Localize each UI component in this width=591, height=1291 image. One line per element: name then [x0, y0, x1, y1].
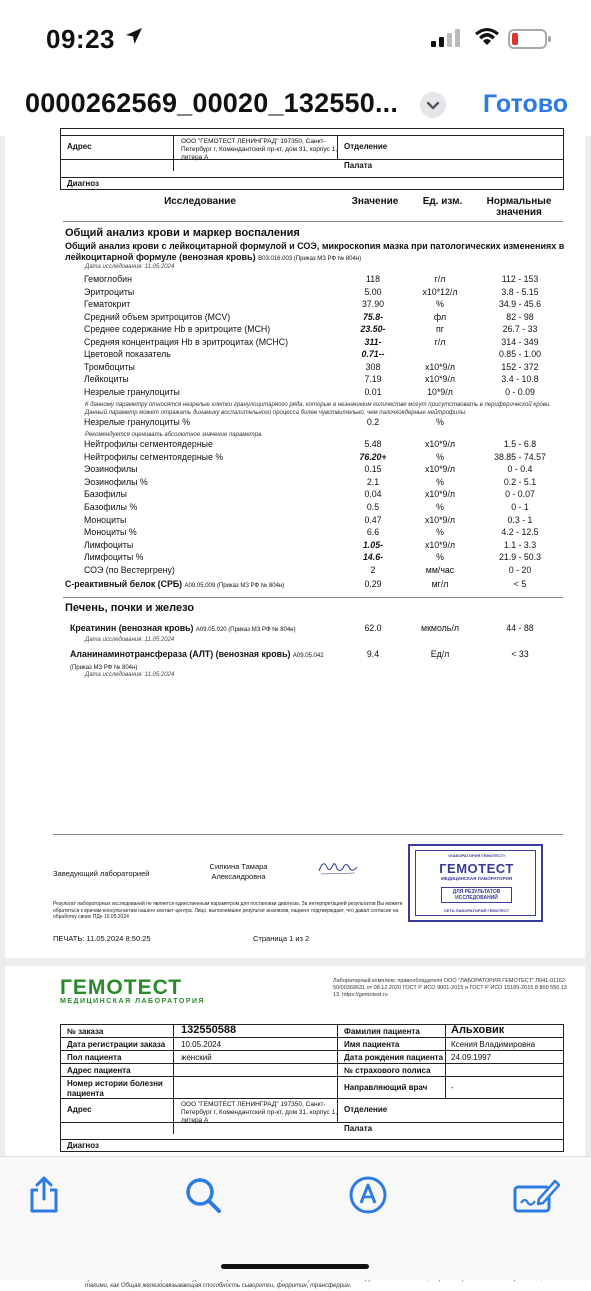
stamp-text: «ЛАБОРАТОРИЯ ГЕМОТЕСТ»	[447, 853, 506, 858]
result-name: Гемоглобин	[84, 274, 132, 284]
head-name: Силкина Тамара Александровна	[209, 862, 268, 881]
result-row	[5, 565, 585, 577]
result-row	[5, 337, 585, 349]
address-label: Адрес	[67, 142, 92, 151]
result-norm: 112 - 153	[501, 274, 539, 284]
result-value: 9.4	[366, 649, 380, 659]
divider	[337, 135, 338, 159]
result-name: Лимфоциты	[84, 539, 134, 550]
result-note: Рекомендуется оценивать абсолютное значение параметра.	[85, 432, 263, 438]
stamp-text: СЕТЬ ЛАБОРАТОРИЙ ГЕМОТЕСТ	[443, 908, 510, 913]
print-timestamp: ПЕЧАТЬ: 11.05.2024 8:50:25	[53, 934, 151, 943]
result-unit: Ед/л	[430, 649, 450, 659]
result-value: 0.2	[366, 417, 380, 427]
result-unit: x10*9/л	[424, 361, 456, 372]
laboratory-stamp	[408, 844, 543, 922]
table-row	[61, 1122, 563, 1134]
result-norm: 0 - 0.4	[507, 464, 533, 475]
sex-value: женский	[181, 1053, 212, 1062]
gemotest-logo	[60, 976, 205, 1005]
result-row	[5, 579, 585, 591]
test-group-title	[65, 241, 565, 265]
result-norm: < 5	[513, 579, 527, 589]
result-value: 6.6	[366, 527, 380, 538]
result-value: 0.15	[364, 464, 382, 475]
result-unit: 10*9/л	[427, 386, 453, 397]
result-value: 0.01	[364, 386, 382, 397]
study-date: Дата исследования: 11.05.2024	[85, 672, 175, 678]
result-row	[5, 349, 585, 361]
disclaimer: Результат лабораторных исследований не является единственным параметром для постановки диагноза. За интерпретацией результатов Вы можете обратиться к врачам-консультантам нашего контакт-центра. Лицо, выполнившее результат анализов, пациент подтверждает, что давал согласие на обработку своих ПДн 10.05.2024	[53, 901, 403, 920]
bottom-toolbar	[0, 1156, 591, 1280]
test-group-name: Общий анализ крови с лейкоцитарной формулой и СОЭ, микроскопия мазка при патологических изменениях в лейкоцитарной формуле (венозная кровь)	[65, 241, 565, 262]
result-norm: < 33	[511, 649, 529, 659]
result-unit: %	[436, 502, 444, 512]
result-value: 5.00	[364, 286, 382, 297]
divider	[337, 1025, 338, 1122]
result-norm: 0.85 - 1.00	[498, 349, 542, 359]
registration-date: 10.05.2024	[181, 1040, 222, 1049]
divider	[63, 597, 563, 598]
divider	[445, 1025, 446, 1098]
result-norm: 38.85 - 74.57	[494, 451, 546, 462]
result-row	[5, 477, 585, 489]
result-norm: 0 - 1	[511, 502, 529, 512]
logo-subtitle: МЕДИЦИНСКАЯ ЛАБОРАТОРИЯ	[60, 998, 206, 1005]
result-value: 118	[365, 274, 381, 284]
head-label: Заведующий лабораторией	[53, 869, 150, 878]
result-row	[5, 515, 585, 527]
result-value: 308	[365, 361, 381, 372]
result-value: 0.04	[364, 489, 382, 500]
result-unit: x10*9/л	[424, 539, 456, 550]
result-row	[5, 299, 585, 311]
result-value: 23.50-	[360, 324, 386, 334]
signature-icon[interactable]	[513, 1175, 561, 1215]
address-label: Адрес	[67, 1105, 92, 1114]
crp-name: С-реактивный белок (СРБ)	[65, 579, 183, 589]
creatinine-name: Креатинин (венозная кровь)	[70, 623, 194, 633]
result-value: 14.6-	[362, 552, 384, 563]
patient-info-table	[60, 1024, 564, 1152]
wifi-icon	[474, 27, 500, 47]
table-row	[61, 1050, 563, 1063]
result-norm: 0 - 20	[508, 565, 532, 575]
order-label: № заказа	[67, 1027, 104, 1036]
col-header-unit: Ед. изм.	[422, 196, 463, 207]
result-value: 7.19	[364, 374, 382, 384]
result-row	[5, 623, 585, 635]
result-norm: 152 - 372	[501, 361, 539, 372]
study-date: Дата исследования: 11.05.2024	[85, 264, 175, 270]
cellular-signal-icon	[431, 29, 461, 47]
surname-label: Фамилия пациента	[344, 1027, 420, 1036]
page-number: Страница 1 из 2	[253, 934, 310, 943]
history-label: Номер истории болезни пациента	[67, 1079, 163, 1098]
table-row	[61, 1098, 563, 1122]
result-value: 311-	[364, 336, 382, 347]
result-row	[5, 324, 585, 336]
result-norm: 21.9 - 50.3	[498, 552, 542, 563]
result-row	[5, 417, 585, 429]
table-row	[61, 1076, 563, 1098]
dob-value: 24.09.1997	[451, 1053, 492, 1062]
result-row	[5, 649, 585, 671]
result-unit: мм/час	[425, 565, 455, 575]
info-table	[60, 128, 564, 190]
result-unit: x10*9/л	[424, 514, 456, 525]
result-unit: мг/л	[431, 579, 449, 589]
lab-license-info: Лабораторный комплекс правообладателя ООО "ЛАБОРАТОРИЯ ГЕМОТЕСТ" Л041-01162-50/00369631 от 08.12.2020 ГОСТ Р ИСО 9001-2015 и ГОСТ Р ИСО 15189-2015 8 800 550 13 13, https://gemotest.ru	[333, 978, 567, 998]
divider	[63, 221, 563, 222]
table-row	[61, 1037, 563, 1050]
result-name: Гематокрит	[84, 299, 131, 309]
ward-label: Палата	[344, 161, 373, 170]
logo-text: ГЕМОТЕСТ	[60, 976, 183, 999]
result-name: Базофилы	[84, 489, 128, 500]
table-row	[61, 159, 563, 171]
result-value: 0.47	[364, 514, 382, 525]
result-value: 5.48	[364, 439, 382, 449]
result-norm: 3.8 - 5.15	[501, 286, 539, 297]
order-number: 132550588	[181, 1024, 237, 1036]
section-title: Печень, почки и железо	[65, 602, 195, 614]
result-unit: г/л	[434, 336, 446, 347]
title-menu-button[interactable]	[420, 92, 446, 118]
result-name: Эритроциты	[84, 286, 135, 297]
result-row	[5, 527, 585, 539]
result-norm: 82 - 98	[506, 311, 534, 322]
name-label: Имя пациента	[344, 1040, 400, 1049]
document-title: 0000262569_00020_132550...	[25, 88, 399, 118]
diagnosis-label: Диагноз	[67, 1141, 99, 1150]
document-page-1	[5, 128, 585, 958]
result-norm: 44 - 88	[506, 623, 534, 633]
stamp-text: ДЛЯ РЕЗУЛЬТАТОВ ИССЛЕДОВАНИЙ	[441, 887, 512, 903]
result-unit: x10*9/л	[424, 489, 456, 500]
result-unit: %	[436, 476, 444, 487]
alt-code: A09.05.042 (Приказ МЗ РФ № 804н)	[70, 653, 324, 671]
col-header-norm: Нормальные значения	[486, 196, 552, 218]
crp-code: A09.05.009 (Приказ МЗ РФ № 804н)	[184, 583, 285, 589]
result-row	[5, 552, 585, 564]
test-group-code: В03.016.003 (Приказ МЗ РФ № 804н)	[258, 256, 362, 262]
result-value: 0.71--	[361, 349, 385, 359]
result-name: Базофилы %	[84, 502, 138, 512]
result-row	[5, 540, 585, 552]
table-row	[61, 135, 563, 159]
result-norm: 34.9 - 45.6	[498, 299, 542, 309]
result-name: Эозинофилы %	[84, 476, 148, 487]
result-name: Незрелые гранулоциты %	[84, 417, 191, 427]
section-title: Общий анализ крови и маркер воспаления	[65, 227, 300, 239]
result-row	[5, 312, 585, 324]
result-name: Нейтрофилы сегментоядерные %	[84, 451, 224, 462]
alt-name: Аланинаминотрансфераза (АЛТ) (венозная кровь)	[70, 649, 291, 659]
result-norm: 314 - 349	[501, 336, 539, 347]
result-unit: x10*9/л	[424, 464, 456, 475]
result-row	[5, 502, 585, 514]
surname-value: Альховик	[451, 1024, 505, 1036]
result-name: Средняя концентрация Hb в эритроцитах (MCHC)	[84, 336, 289, 347]
result-name: Цветовой показатель	[84, 349, 171, 359]
sex-label: Пол пациента	[67, 1053, 122, 1062]
battery-icon	[508, 29, 552, 49]
result-unit: x10*9/л	[424, 374, 456, 384]
result-value: 76.20+	[359, 451, 387, 462]
result-norm: 0 - 0.09	[505, 386, 535, 397]
department-label: Отделение	[344, 1105, 388, 1114]
result-name: Среднее содержание Hb в эритроците (MCH)	[84, 324, 271, 334]
result-note: К данному параметру относятся незрелые клетки гранулоцитарного ряда, которые в незначимом количестве могут присутствовать в периферической крови. Данный параметр может отражать динамику воспалительного процесса более чувствительно, чем палочкоядерные нейтрофилы.	[85, 402, 552, 416]
diagnosis-label: Диагноз	[67, 179, 99, 188]
result-name: Лимфоциты %	[84, 552, 144, 563]
result-value: 37.90	[361, 299, 384, 309]
table-row	[61, 1139, 563, 1152]
navigation-bar	[0, 70, 591, 136]
document-page-2	[5, 966, 585, 1289]
result-norm: 0.2 - 5.1	[503, 476, 537, 487]
col-header-value: Значение	[351, 196, 399, 207]
share-icon[interactable]	[24, 1175, 64, 1215]
result-value: 2	[370, 565, 376, 575]
result-row	[5, 362, 585, 374]
result-value: 62.0	[364, 623, 382, 633]
result-row	[5, 387, 585, 399]
result-row	[5, 439, 585, 451]
stamp-text: МЕДИЦИНСКАЯ ЛАБОРАТОРИЯ	[440, 876, 513, 881]
result-row	[5, 464, 585, 476]
divider	[173, 135, 174, 171]
result-norm: 1.1 - 3.3	[503, 539, 537, 550]
result-value: 2.1	[366, 476, 380, 487]
result-value: 0.5	[366, 502, 380, 512]
result-unit: %	[436, 417, 444, 427]
result-unit: %	[436, 451, 444, 462]
result-value: 1.05-	[362, 539, 384, 550]
result-row	[5, 287, 585, 299]
result-name: Средний объем эритроцитов (MCV)	[84, 311, 231, 322]
status-bar	[0, 0, 591, 70]
result-unit: г/л	[434, 274, 446, 284]
address-value: ООО "ГЕМОТЕСТ ЛЕНИНГРАД" 197350, Санкт-Петербург г, Комендантский пр-кт, дом 31, корпус 1, литера А	[181, 138, 338, 161]
result-name: Незрелые гранулоциты	[84, 386, 180, 397]
result-norm: 26.7 - 33	[502, 324, 538, 334]
result-name	[70, 623, 296, 633]
laboratory-stamp-inner	[415, 850, 536, 916]
markup-icon[interactable]	[348, 1175, 388, 1215]
table-row	[61, 1024, 563, 1037]
table-row	[61, 177, 563, 190]
result-name	[70, 649, 340, 673]
result-unit: мкмоль/л	[421, 623, 459, 633]
result-unit: x10*12/л	[422, 286, 458, 297]
status-time: 09:23	[46, 24, 115, 54]
table-row	[61, 1063, 563, 1076]
result-norm: 0 - 0.07	[505, 489, 535, 500]
department-label: Отделение	[344, 142, 388, 151]
policy-label: № страхового полиса	[344, 1066, 431, 1075]
chevron-down-icon	[420, 92, 446, 118]
result-norm: 0.3 - 1	[507, 514, 533, 525]
home-indicator[interactable]	[221, 1264, 369, 1269]
location-arrow-icon	[124, 26, 144, 46]
result-norm: 1.5 - 6.8	[503, 439, 537, 449]
document-viewer[interactable]	[0, 136, 591, 1289]
result-name: Эозинофилы	[84, 464, 138, 475]
search-icon[interactable]	[183, 1175, 223, 1215]
handwritten-signature	[317, 857, 359, 877]
result-name: Нейтрофилы сегментоядерные	[84, 439, 213, 449]
result-name: Моноциты	[84, 514, 127, 525]
result-unit: пг	[436, 324, 444, 334]
done-button[interactable]: Готово	[483, 90, 569, 118]
result-note: такими, как Общая железосвязывающая способность сыворотки, ферритин, трансферрин.	[85, 1283, 352, 1289]
result-norm: 3.4 - 10.8	[501, 374, 539, 384]
result-value: 0.29	[364, 579, 382, 589]
dob-label: Дата рождения пациента	[344, 1053, 444, 1062]
result-name: Тромбоциты	[84, 361, 135, 372]
result-row	[5, 274, 585, 286]
result-unit: фл	[433, 311, 447, 322]
divider	[53, 834, 563, 835]
doctor-label: Направляющий врач	[344, 1083, 428, 1092]
result-row	[5, 452, 585, 464]
divider	[173, 1025, 174, 1134]
result-row	[5, 374, 585, 386]
result-unit: %	[436, 299, 444, 309]
study-date: Дата исследования: 11.05.2024	[85, 637, 175, 643]
col-header-test: Исследование	[164, 196, 236, 207]
stamp-text: ГЕМОТЕСТ	[439, 861, 514, 876]
doctor-value: -	[451, 1083, 454, 1092]
registration-label: Дата регистрации заказа	[67, 1040, 166, 1049]
result-name: Моноциты %	[84, 527, 137, 538]
address-value: ООО "ГЕМОТЕСТ ЛЕНИНГРАД" 197350, Санкт-Петербург г, Комендантский пр-кт, дом 31, корпус 1, литера А	[181, 1101, 338, 1124]
result-name: Лейкоциты	[84, 374, 129, 384]
result-unit: %	[436, 527, 444, 538]
result-unit: x10*9/л	[424, 439, 456, 449]
result-name: СОЭ (по Вестергрену)	[84, 565, 175, 575]
ward-label: Палата	[344, 1124, 373, 1133]
patient-address-label: Адрес пациента	[67, 1066, 131, 1075]
result-unit: %	[436, 552, 444, 563]
creatinine-code: A09.05.020 (Приказ МЗ РФ № 804н)	[195, 627, 296, 633]
patient-name: Ксения Владимировна	[451, 1040, 536, 1049]
result-norm: 4.2 - 12.5	[501, 527, 539, 538]
result-row	[5, 489, 585, 501]
result-name	[65, 579, 284, 589]
result-value: 75.8-	[362, 311, 384, 322]
